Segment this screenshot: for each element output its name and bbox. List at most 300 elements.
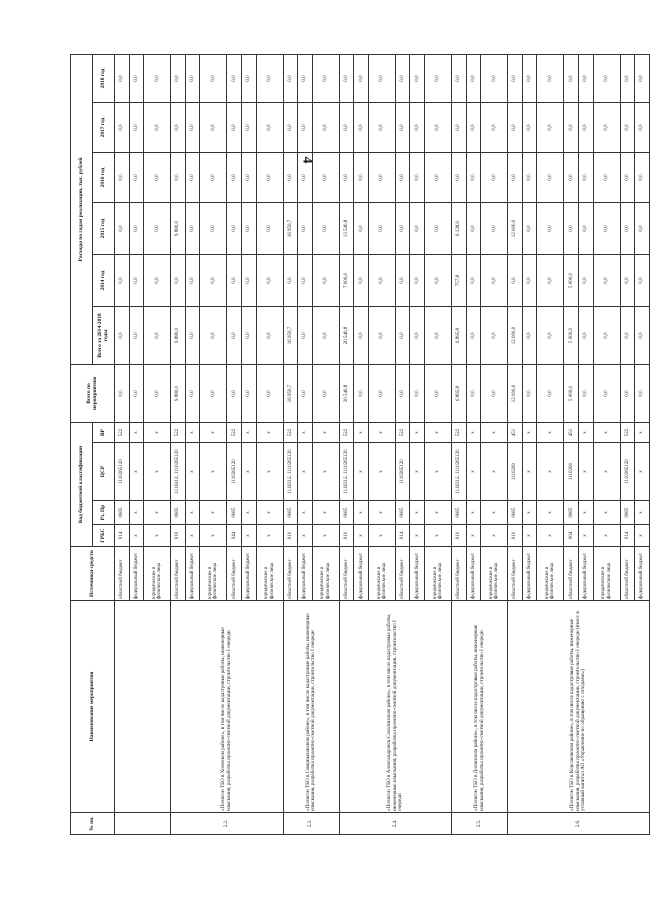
value-cell: 0,0 [354, 102, 369, 152]
source-cell: областной бюджет [452, 547, 467, 601]
value-cell: 0,0 [256, 152, 283, 202]
value-cell: 0,0 [312, 254, 339, 306]
code-cell: х [425, 525, 452, 547]
value-cell: 0,0 [522, 202, 537, 254]
value-cell: 0,0 [312, 364, 339, 422]
code-cell: х [312, 422, 339, 442]
source-cell: юридические и физические лица [593, 547, 620, 601]
value-cell: 0,0 [410, 364, 425, 422]
value-cell: 0,0 [620, 54, 635, 102]
value-cell: 0,0 [354, 364, 369, 422]
value-cell: 0,0 [579, 364, 594, 422]
code-cell: х [185, 422, 200, 442]
value-cell: 0,0 [579, 54, 594, 102]
measure-name-cell: «Полигон ТБО в Долинском районе», в том числе кадастровые работы, инженерные изыскания, разработка проектно-сметной документации, строительство I очереди [452, 601, 508, 813]
value-cell: 0,0 [227, 306, 242, 364]
value-cell: 0,0 [395, 54, 410, 102]
value-cell: 0,0 [425, 364, 452, 422]
value-cell: 0,0 [200, 364, 227, 422]
source-cell: юридические и физические лица [200, 547, 227, 601]
value-cell: 0,0 [368, 306, 395, 364]
code-cell: х [312, 443, 339, 501]
value-cell: 0,0 [227, 202, 242, 254]
value-cell: 0,0 [241, 202, 256, 254]
value-cell: 0,0 [537, 364, 564, 422]
value-cell: 6 895,8 [452, 306, 467, 364]
code-cell: 010 [508, 525, 523, 547]
value-cell: 0,0 [522, 306, 537, 364]
code-cell: х [579, 501, 594, 525]
source-cell: областной бюджет [227, 547, 242, 601]
code-cell: х [410, 422, 425, 442]
value-cell: 0,0 [185, 102, 200, 152]
value-cell: 7 000,0 [339, 254, 354, 306]
value-cell: 0,0 [115, 54, 130, 102]
row-number-cell: 2.5. [452, 813, 508, 835]
value-cell: 0,0 [283, 54, 298, 102]
source-cell: федеральный бюджет [579, 547, 594, 601]
code-cell: 522 [452, 422, 467, 442]
header-code-group: Код бюджетной классификации [71, 422, 93, 546]
value-cell: 0,0 [593, 54, 620, 102]
value-cell: 0,0 [425, 254, 452, 306]
value-cell: 0,0 [537, 306, 564, 364]
code-cell: 1110265120 [395, 443, 410, 501]
value-cell: 0,0 [425, 102, 452, 152]
value-cell: 0,0 [115, 202, 130, 254]
value-cell: 0,0 [115, 102, 130, 152]
code-cell: х [522, 443, 537, 501]
source-cell: юридические и физические лица [256, 547, 283, 601]
value-cell: 0,0 [200, 102, 227, 152]
code-cell: х [354, 501, 369, 525]
value-cell: 0,0 [635, 54, 650, 102]
value-cell: 0,0 [410, 202, 425, 254]
code-cell: х [241, 501, 256, 525]
code-cell: 1116312, 1110265120 [339, 443, 354, 501]
value-cell: 0,0 [620, 254, 635, 306]
source-cell: федеральный бюджет [241, 547, 256, 601]
value-cell: 0,0 [312, 54, 339, 102]
value-cell: 0,0 [256, 54, 283, 102]
value-cell: 0,0 [227, 54, 242, 102]
code-cell: х [241, 422, 256, 442]
code-cell: х [144, 525, 171, 547]
value-cell: 0,0 [395, 152, 410, 202]
value-cell: 0,0 [522, 102, 537, 152]
value-cell: 0,0 [466, 364, 481, 422]
source-cell: областной бюджет [508, 547, 523, 601]
value-cell: 0,0 [185, 152, 200, 202]
source-cell: федеральный бюджет [298, 547, 313, 601]
row-number-cell: 2.2. [171, 813, 283, 835]
value-cell: 0,0 [339, 54, 354, 102]
code-cell: х [256, 501, 283, 525]
table-row [171, 54, 186, 834]
code-cell: 522 [283, 422, 298, 442]
source-cell: юридические и физические лица [312, 547, 339, 601]
value-cell: 0,0 [410, 254, 425, 306]
code-cell: 0605 [171, 501, 186, 525]
code-cell: х [593, 443, 620, 501]
value-cell: 0,0 [256, 202, 283, 254]
header-year-2017: 2017 год [93, 102, 115, 152]
value-cell: 0,0 [368, 202, 395, 254]
measure-name-cell: «Полигон ТБО в Корсаковском районе», в том числе кадастровые работы, инженерные изыскания, разработка проектно-сметной документации, строительство I очереди (взнос в уставный капитал АО «Управление по обращению с отходами») [508, 601, 650, 813]
code-cell: х [593, 525, 620, 547]
value-cell: 0,0 [227, 254, 242, 306]
value-cell: 0,0 [171, 54, 186, 102]
code-cell: х [256, 443, 283, 501]
value-cell: 5 000,0 [564, 306, 579, 364]
value-cell: 0,0 [185, 54, 200, 102]
value-cell: 0,0 [171, 254, 186, 306]
value-cell: 20 540,8 [339, 306, 354, 364]
source-cell: юридические и физические лица [537, 547, 564, 601]
value-cell: 0,0 [144, 364, 171, 422]
value-cell: 0,0 [354, 306, 369, 364]
value-cell: 9 880,0 [171, 364, 186, 422]
source-cell: областной бюджет [395, 547, 410, 601]
header-code-rzpr: Рз, Пр [93, 501, 115, 525]
value-cell: 13 540,8 [339, 202, 354, 254]
measure-name-cell: «Полигон ТБО в Смирныховском районе», в том числе кадастровые работы, инженерные изыскания, разработка проектно-сметной документации, строительство I очереди [283, 601, 339, 813]
value-cell: 0,0 [466, 202, 481, 254]
code-cell: х [185, 501, 200, 525]
header-code-vr: ВР [93, 422, 115, 442]
value-cell: 0,0 [508, 54, 523, 102]
code-cell: 0605 [508, 501, 523, 525]
code-cell: х [256, 525, 283, 547]
code-cell: 0605 [620, 501, 635, 525]
value-cell: 0,0 [635, 254, 650, 306]
code-cell: х [312, 501, 339, 525]
code-cell: х [537, 443, 564, 501]
value-cell: 0,0 [466, 102, 481, 152]
code-cell: 1110265120 [115, 443, 130, 501]
value-cell: 0,0 [425, 54, 452, 102]
value-cell: 5 000,0 [564, 364, 579, 422]
value-cell: 0,0 [368, 254, 395, 306]
value-cell: 0,0 [298, 306, 313, 364]
code-cell: х [466, 422, 481, 442]
value-cell: 6 895,8 [452, 364, 467, 422]
code-cell: 0605 [339, 501, 354, 525]
value-cell: 0,0 [466, 54, 481, 102]
code-cell: 010 [283, 525, 298, 547]
value-cell: 0,0 [564, 152, 579, 202]
table-body [115, 54, 650, 834]
value-cell: 0,0 [200, 254, 227, 306]
value-cell: 0,0 [537, 202, 564, 254]
code-cell: х [481, 443, 508, 501]
code-cell: 522 [620, 422, 635, 442]
source-cell: федеральный бюджет [410, 547, 425, 601]
source-cell: федеральный бюджет [522, 547, 537, 601]
value-cell: 0,0 [395, 102, 410, 152]
code-cell: х [466, 525, 481, 547]
value-cell: 0,0 [354, 54, 369, 102]
code-cell: 014 [115, 525, 130, 547]
value-cell: 0,0 [481, 306, 508, 364]
value-cell: 0,0 [339, 102, 354, 152]
value-cell: 0,0 [635, 202, 650, 254]
value-cell: 0,0 [115, 152, 130, 202]
code-cell: 014 [620, 525, 635, 547]
code-cell: х [466, 501, 481, 525]
code-cell: х [144, 422, 171, 442]
code-cell: х [537, 422, 564, 442]
header-name: Наименование мероприятия [71, 601, 115, 813]
value-cell: 0,0 [481, 202, 508, 254]
value-cell: 0,0 [522, 254, 537, 306]
value-cell: 0,0 [200, 306, 227, 364]
value-cell: 0,0 [466, 254, 481, 306]
row-number-cell: 2.3. [283, 813, 339, 835]
value-cell: 9 880,0 [171, 202, 186, 254]
code-cell: 522 [115, 422, 130, 442]
value-cell: 0,0 [481, 102, 508, 152]
header-year-total: Всего за 2014-2018 годы [93, 306, 115, 364]
value-cell: 12 000,0 [508, 202, 523, 254]
code-cell: х [481, 422, 508, 442]
value-cell: 0,0 [620, 102, 635, 152]
source-cell: областной бюджет [171, 547, 186, 601]
value-cell: 0,0 [298, 202, 313, 254]
value-cell: 0,0 [129, 306, 144, 364]
value-cell: 0,0 [537, 102, 564, 152]
value-cell: 0,0 [129, 152, 144, 202]
value-cell: 0,0 [241, 54, 256, 102]
value-cell: 0,0 [635, 152, 650, 202]
source-cell: федеральный бюджет [185, 547, 200, 601]
value-cell: 0,0 [425, 202, 452, 254]
code-cell: х [185, 443, 200, 501]
code-cell: х [425, 422, 452, 442]
value-cell: 757,8 [452, 254, 467, 306]
code-cell: х [481, 525, 508, 547]
value-cell: 0,0 [620, 364, 635, 422]
value-cell: 0,0 [564, 54, 579, 102]
code-cell: 0605 [395, 501, 410, 525]
value-cell: 0,0 [298, 102, 313, 152]
code-cell: х [185, 525, 200, 547]
value-cell: 0,0 [635, 306, 650, 364]
value-cell: 0,0 [481, 152, 508, 202]
value-cell: 0,0 [298, 54, 313, 102]
header-source: Источники средств [71, 547, 115, 601]
value-cell: 0,0 [312, 202, 339, 254]
source-cell: областной бюджет [564, 547, 579, 601]
code-cell: 451 [564, 422, 579, 442]
code-cell: х [354, 443, 369, 501]
code-cell: х [579, 525, 594, 547]
value-cell: 0,0 [410, 102, 425, 152]
source-cell: федеральный бюджет [354, 547, 369, 601]
value-cell: 0,0 [593, 254, 620, 306]
code-cell: х [200, 501, 227, 525]
value-cell: 0,0 [129, 254, 144, 306]
code-cell: х [298, 443, 313, 501]
value-cell: 0,0 [129, 202, 144, 254]
header-expense-group: Расходы по годам реализации, тыс. рублей [71, 54, 93, 364]
header-year-2018: 2018 год [93, 54, 115, 102]
value-cell: 16 950,7 [283, 202, 298, 254]
code-cell: 044 [227, 525, 242, 547]
code-cell: 0605 [227, 501, 242, 525]
value-cell: 0,0 [129, 364, 144, 422]
value-cell: 0,0 [256, 254, 283, 306]
code-cell: х [635, 501, 650, 525]
value-cell: 0,0 [593, 306, 620, 364]
measure-name-cell [115, 601, 171, 813]
code-cell: х [410, 525, 425, 547]
code-cell: 522 [227, 422, 242, 442]
value-cell: 0,0 [593, 202, 620, 254]
code-cell: х [144, 443, 171, 501]
value-cell: 0,0 [452, 152, 467, 202]
value-cell: 0,0 [593, 152, 620, 202]
table-row [452, 54, 467, 834]
value-cell: 0,0 [241, 102, 256, 152]
value-cell: 0,0 [395, 306, 410, 364]
value-cell: 0,0 [522, 54, 537, 102]
code-cell: х [410, 501, 425, 525]
measure-name-cell: «Полигон ТБО в Холмском районе», в том числе кадастровые работы, инженерные изыскания, разработка проектно-сметной документации, строительство I очереди [171, 601, 283, 813]
value-cell: 0,0 [508, 254, 523, 306]
value-cell: 0,0 [312, 152, 339, 202]
value-cell: 0,0 [200, 152, 227, 202]
row-number-cell: 2.6. [508, 813, 650, 835]
code-cell: х [522, 422, 537, 442]
value-cell: 0,0 [200, 202, 227, 254]
value-cell: 0,0 [298, 254, 313, 306]
value-cell: 0,0 [481, 54, 508, 102]
value-cell: 0,0 [508, 152, 523, 202]
value-cell: 0,0 [354, 152, 369, 202]
rotated-table-wrapper [70, 55, 650, 835]
value-cell: 0,0 [115, 254, 130, 306]
value-cell: 12 000,0 [508, 364, 523, 422]
value-cell: 9 880,0 [171, 306, 186, 364]
page-number: 4 [299, 156, 315, 164]
value-cell: 0,0 [256, 306, 283, 364]
measure-name-cell: «Полигон ТБО в Александровск-Сахалинском районе», в том числе кадастровые работы, инженерные изыскания, разработка проектно-сметной документации, строительство I очереди [339, 601, 451, 813]
value-cell: 0,0 [368, 54, 395, 102]
code-cell: х [579, 422, 594, 442]
table-row [283, 54, 298, 834]
value-cell: 0,0 [185, 306, 200, 364]
value-cell: 0,0 [354, 202, 369, 254]
header-year-2015: 2015 год [93, 202, 115, 254]
code-cell: х [312, 525, 339, 547]
code-cell: х [537, 501, 564, 525]
value-cell: 20 540,8 [339, 364, 354, 422]
header-year-2016: 2016 год [93, 152, 115, 202]
source-cell: юридические и физические лица [481, 547, 508, 601]
source-cell: юридические и физические лица [425, 547, 452, 601]
value-cell: 0,0 [241, 364, 256, 422]
value-cell: 0,0 [144, 102, 171, 152]
code-cell: х [144, 501, 171, 525]
value-cell: 0,0 [241, 152, 256, 202]
value-cell: 0,0 [593, 102, 620, 152]
value-cell: 6 138,0 [452, 202, 467, 254]
value-cell: 0,0 [185, 254, 200, 306]
code-cell: 014 [395, 525, 410, 547]
value-cell: 0,0 [395, 364, 410, 422]
code-cell: 010 [171, 525, 186, 547]
code-cell: х [298, 501, 313, 525]
value-cell: 0,0 [185, 364, 200, 422]
value-cell: 0,0 [425, 306, 452, 364]
value-cell: 0,0 [144, 152, 171, 202]
value-cell: 0,0 [620, 202, 635, 254]
code-cell: 522 [339, 422, 354, 442]
code-cell: х [368, 422, 395, 442]
value-cell: 0,0 [522, 364, 537, 422]
value-cell: 0,0 [227, 102, 242, 152]
value-cell: 0,0 [537, 152, 564, 202]
code-cell: 1110200 [508, 443, 523, 501]
value-cell: 0,0 [298, 152, 313, 202]
value-cell: 0,0 [537, 254, 564, 306]
value-cell: 0,0 [200, 54, 227, 102]
value-cell: 0,0 [620, 152, 635, 202]
value-cell: 0,0 [241, 306, 256, 364]
value-cell: 0,0 [481, 364, 508, 422]
code-cell: х [200, 422, 227, 442]
value-cell: 0,0 [410, 54, 425, 102]
table-row [339, 54, 354, 834]
code-cell: 004 [564, 525, 579, 547]
row-number-cell [115, 813, 171, 835]
value-cell: 0,0 [171, 152, 186, 202]
table-header [71, 54, 115, 834]
source-cell: юридические и физические лица [144, 547, 171, 601]
value-cell: 0,0 [466, 152, 481, 202]
code-cell: х [200, 443, 227, 501]
value-cell: 5 000,0 [564, 254, 579, 306]
code-cell: 1110265120 [227, 443, 242, 501]
code-cell: х [635, 443, 650, 501]
code-cell: х [129, 501, 144, 525]
value-cell: 0,0 [115, 306, 130, 364]
code-cell: х [298, 422, 313, 442]
source-cell: юридические и физические лица [368, 547, 395, 601]
value-cell: 0,0 [171, 102, 186, 152]
code-cell: 0605 [452, 501, 467, 525]
code-cell: 1116312, 1110265120 [452, 443, 467, 501]
code-cell: х [522, 501, 537, 525]
value-cell: 0,0 [481, 254, 508, 306]
value-cell: 0,0 [620, 306, 635, 364]
value-cell: 0,0 [368, 364, 395, 422]
source-cell: федеральный бюджет [466, 547, 481, 601]
source-cell: областной бюджет [283, 547, 298, 601]
value-cell: 0,0 [579, 152, 594, 202]
row-number-cell: 2.4. [339, 813, 451, 835]
budget-table [70, 54, 650, 835]
value-cell: 0,0 [635, 364, 650, 422]
value-cell: 0,0 [395, 254, 410, 306]
code-cell: х [368, 443, 395, 501]
value-cell: 0,0 [227, 364, 242, 422]
value-cell: 0,0 [144, 54, 171, 102]
code-cell: х [241, 525, 256, 547]
value-cell: 0,0 [425, 152, 452, 202]
code-cell: х [200, 525, 227, 547]
